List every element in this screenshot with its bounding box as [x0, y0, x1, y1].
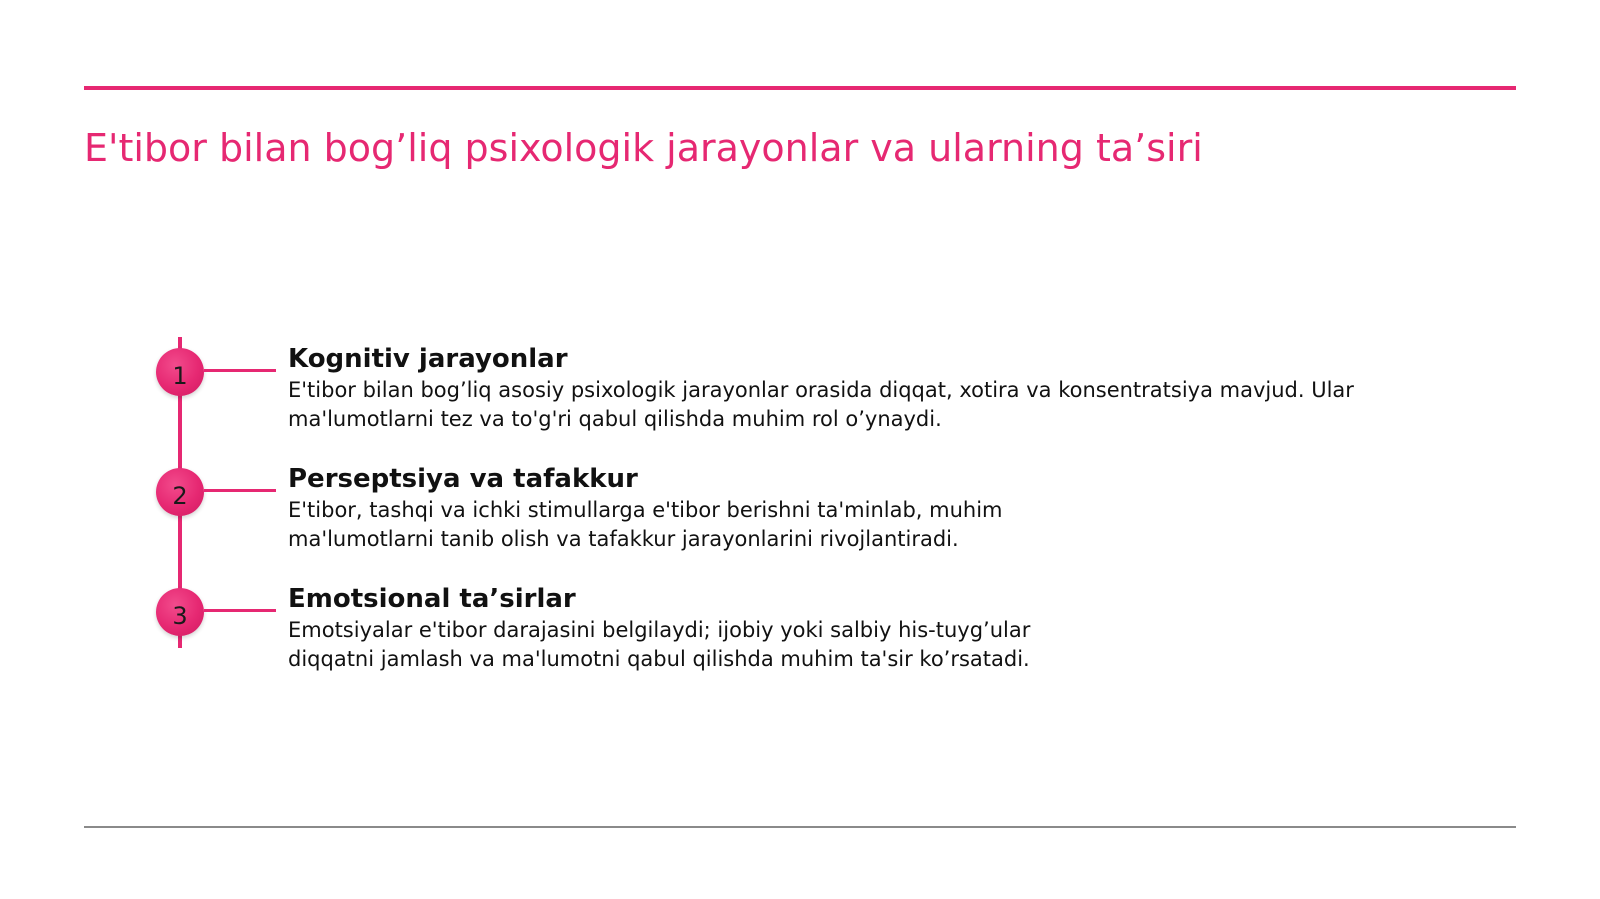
- slide-title: E'tibor bilan bog’liq psixologik jarayonlar va ularning ta’siri: [84, 126, 1203, 170]
- item-body-line: ma'lumotlarni tez va to'g'ri qabul qilishda muhim rol o’ynaydi.: [288, 407, 942, 431]
- bottom-divider: [84, 826, 1516, 828]
- marker-number: 3: [172, 602, 188, 630]
- item-body-line: ma'lumotlarni tanib olish va tafakkur jarayonlarini rivojlantiradi.: [288, 527, 959, 551]
- timeline-connector-2: [204, 489, 276, 492]
- timeline-marker-3: [156, 588, 204, 636]
- item-heading: Perseptsiya va tafakkur: [288, 464, 638, 494]
- timeline-item-2: [288, 462, 1408, 554]
- timeline-item-3: [288, 582, 1408, 674]
- item-heading: Kognitiv jarayonlar: [288, 344, 568, 374]
- timeline-marker-1: [156, 348, 204, 396]
- item-body-line: Emotsiyalar e'tibor darajasini belgilaydi; ijobiy yoki salbiy his-tuyg’ular: [288, 618, 1031, 642]
- marker-number: 1: [172, 362, 188, 390]
- item-body: [288, 376, 1408, 434]
- timeline-marker-2: [156, 468, 204, 516]
- item-body-line: diqqatni jamlash va ma'lumotni qabul qilishda muhim ta'sir ko’rsatadi.: [288, 647, 1030, 671]
- item-heading: Emotsional ta’sirlar: [288, 584, 576, 614]
- marker-number: 2: [172, 482, 188, 510]
- timeline-connector-3: [204, 609, 276, 612]
- timeline-item-1: [288, 342, 1408, 434]
- timeline-connector-1: [204, 369, 276, 372]
- item-body-line: E'tibor, tashqi va ichki stimullarga e'tibor berishni ta'minlab, muhim: [288, 498, 1003, 522]
- item-body: [288, 616, 1408, 674]
- item-body: [288, 496, 1408, 554]
- item-body-line: E'tibor bilan bog’liq asosiy psixologik jarayonlar orasida diqqat, xotira va konsentratsiya mavjud. Ular: [288, 378, 1354, 402]
